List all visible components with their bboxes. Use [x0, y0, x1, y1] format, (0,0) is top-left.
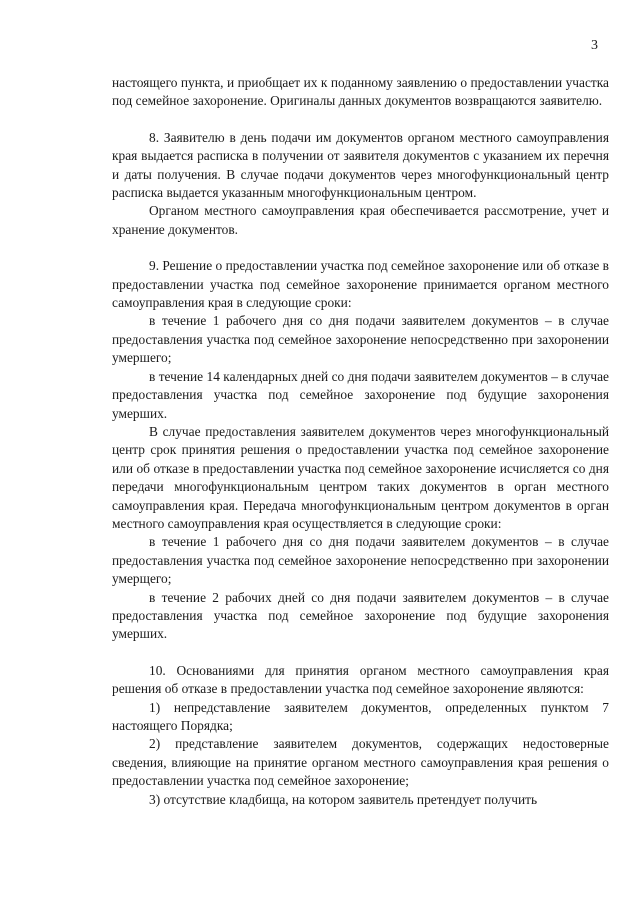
- paragraph-item-9-mfc-term-2: в течение 2 рабочих дней со дня подачи заявителем документов – в случае предоставления участка под семейное захоронение под будущие захоронения умерших.: [112, 589, 609, 642]
- paragraph-item-9-mfc-term-1: в течение 1 рабочего дня со дня подачи заявителем документов – в случае предоставления участка под семейное захоронение непосредственно при захоронении умерщего;: [112, 534, 609, 587]
- paragraph-item-9: 9. Решение о предоставлении участка под семейное захоронение или об отказе в предоставлении участка под семейное захоронение принимается органом местного самоуправления края в следующие сроки:: [112, 258, 609, 311]
- paragraph-item-10-1: 1) непредставление заявителем документов, определенных пунктом 7 настоящего Порядка;: [112, 699, 609, 733]
- paragraph-item-8: 8. Заявителю в день подачи им документов органом местного самоуправления края выдается расписка в получении от заявителя документов с указанием их перечня и даты получения. В случае подачи документов через многофункциональный центр расписка выдается указанным многофункциональным центром.: [112, 129, 609, 201]
- paragraph-item-10-3: 3) отсутствие кладбища, на котором заявитель претендует получить: [149, 791, 538, 807]
- paragraph-item-9-mfc: В случае предоставления заявителем документов через многофункциональный центр срок принятия решения о предоставлении участка под семейное захоронение или об отказе в предоставлении участка под семейное захоронение исчисляется со дня передачи многофункциональным центром таких документов в орган местного самоуправления края. Передача многофункциональным центром документов в орган местного самоуправления края осуществляется в следующие сроки:: [112, 423, 609, 531]
- paragraph-item-10: 10. Основаниями для принятия органом местного самоуправления края решения об отказе в предоставлении участка под семейное захоронение являются:: [112, 662, 609, 697]
- paragraph-continuation: настоящего пункта, и приобщает их к поданному заявлению о предоставлении участка под семейное захоронение. Оригиналы данных документов возвращаются заявителю.: [112, 75, 609, 109]
- page-number: 3: [591, 38, 598, 53]
- paragraph-item-8-note: Органом местного самоуправления края обеспечивается рассмотрение, учет и хранение документов.: [112, 203, 609, 237]
- paragraph-item-10-2: 2) представление заявителем документов, содержащих недостоверные сведения, влияющие на принятие органом местного самоуправления края решения о предоставлении участка под семейное захоронение;: [112, 736, 609, 789]
- paragraph-item-9-term-2: в течение 14 календарных дней со дня подачи заявителем документов – в случае предоставления участка под семейное захоронение под будущие захоронения умерших.: [112, 368, 609, 421]
- document-body: [112, 74, 609, 809]
- paragraph-item-9-term-1: в течение 1 рабочего дня со дня подачи заявителем документов – в случае предоставления участка под семейное захоронение непосредственно при захоронении умершего;: [112, 313, 609, 366]
